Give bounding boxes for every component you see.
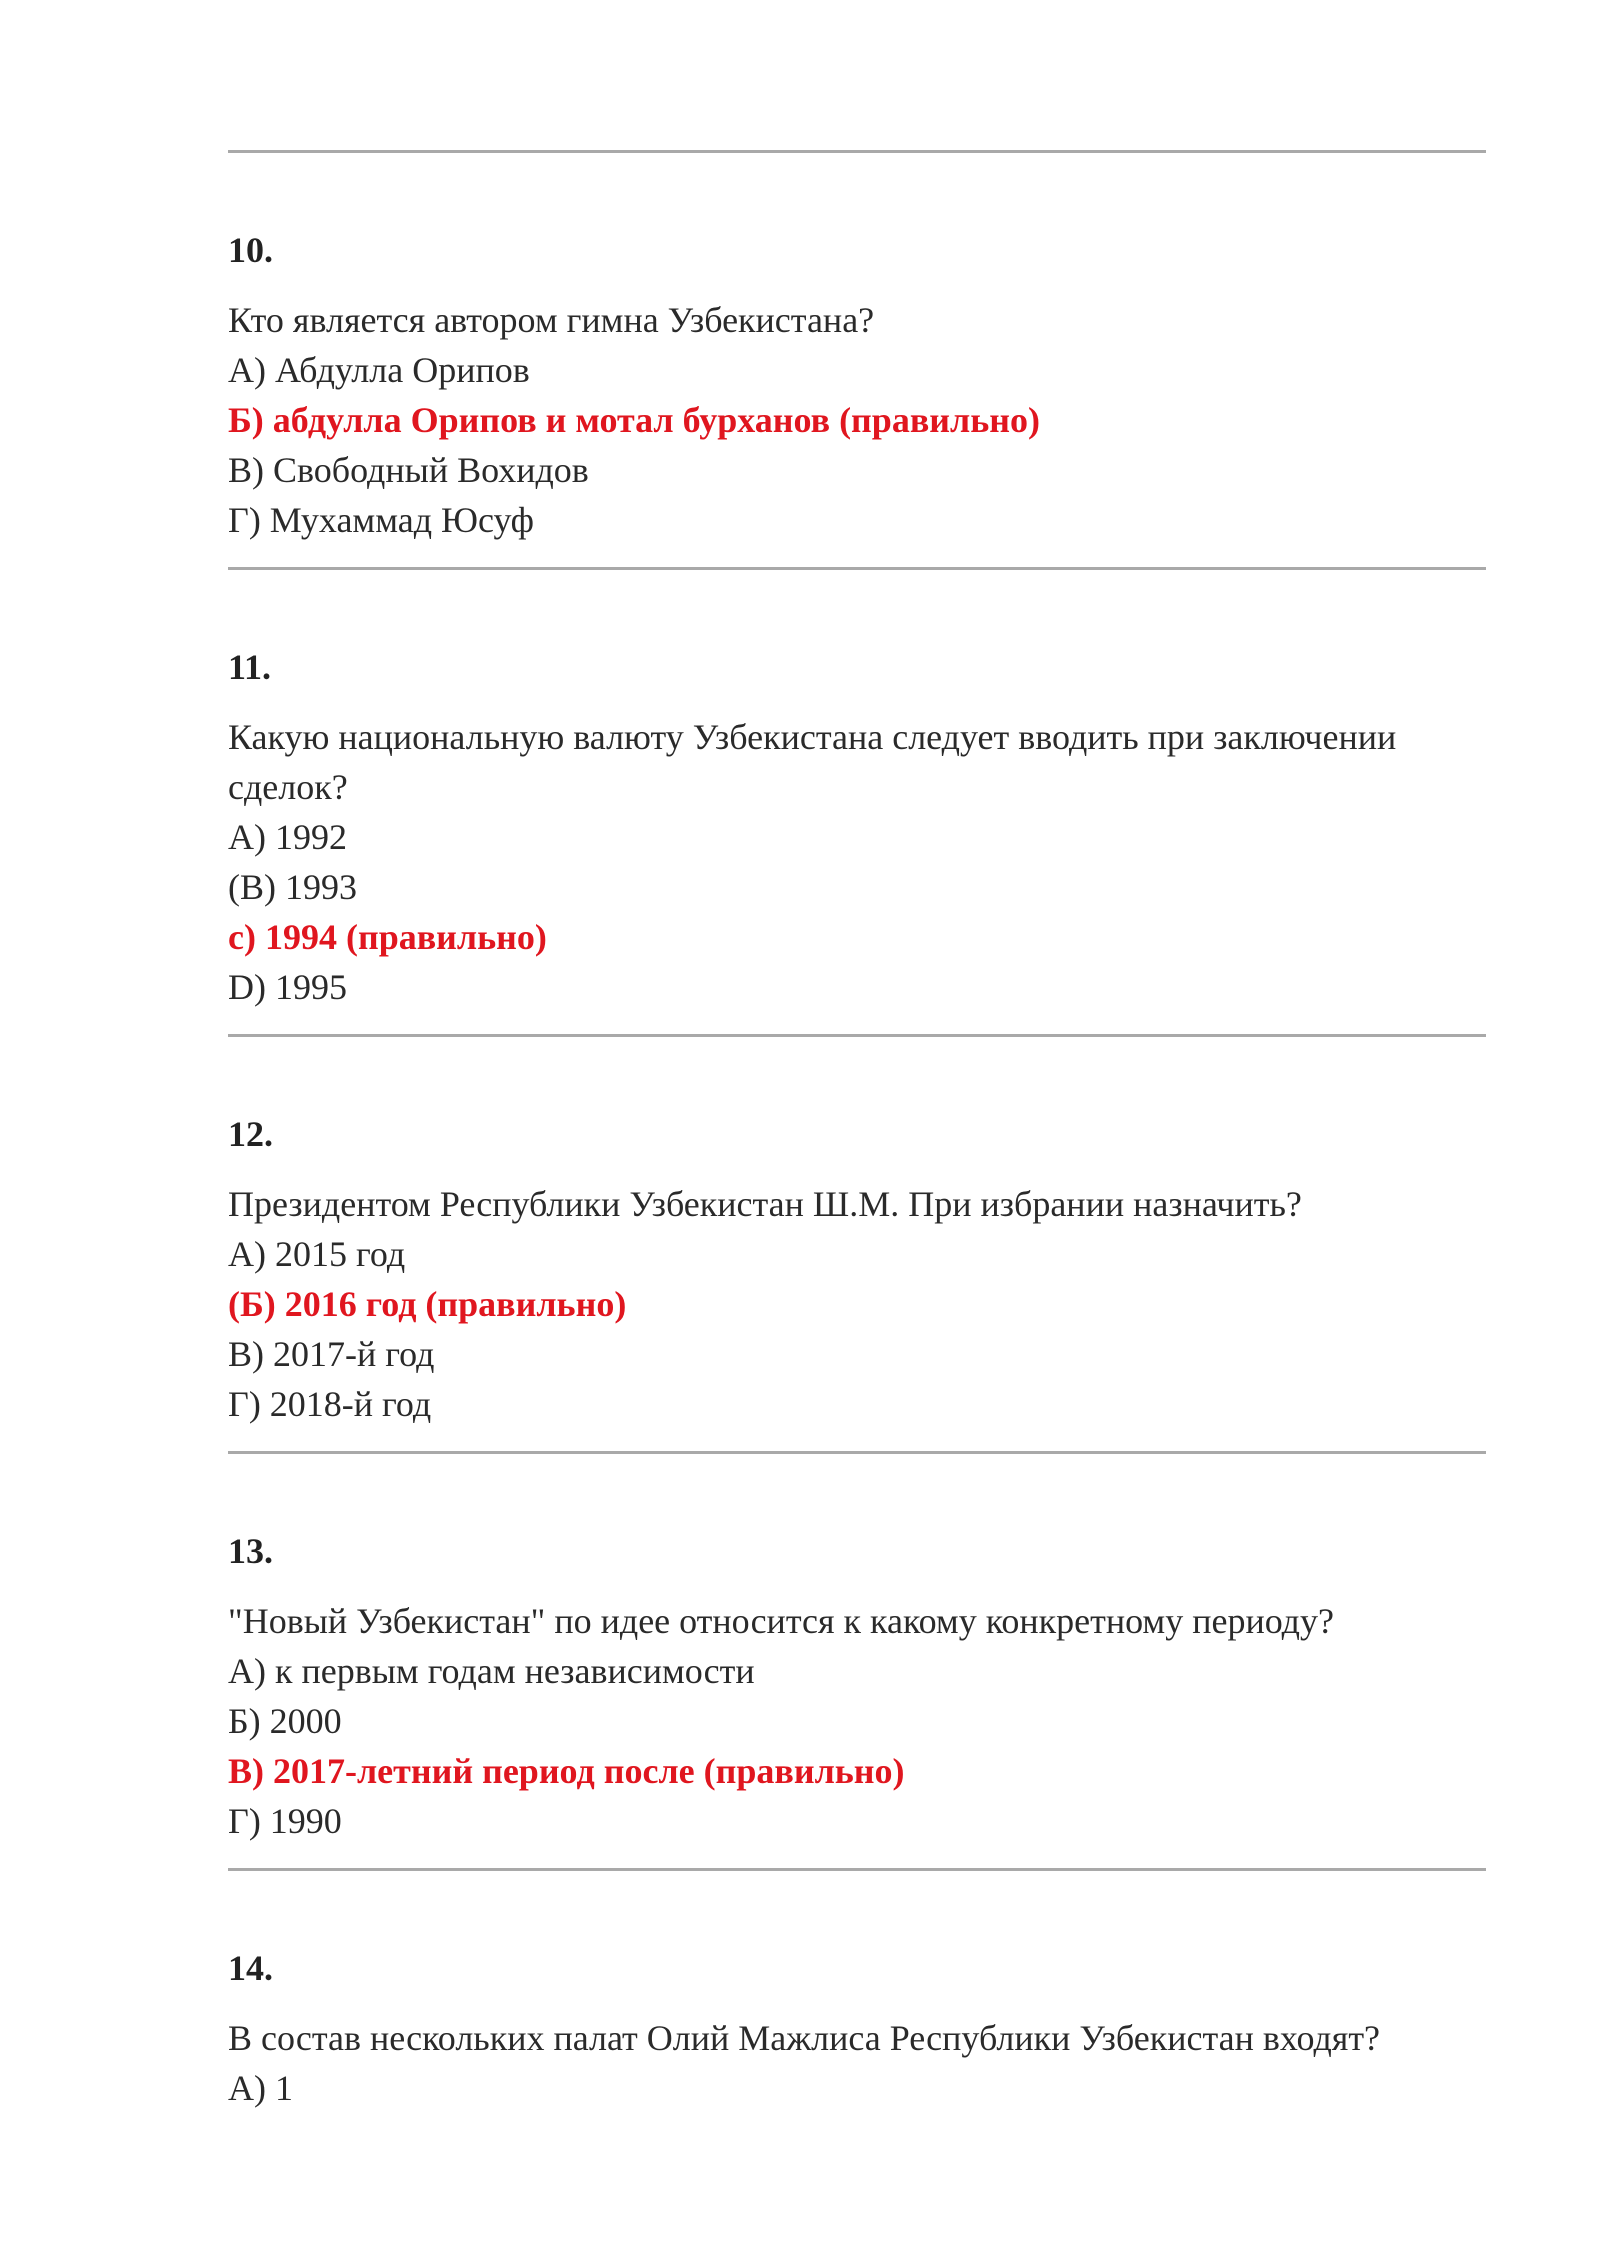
- question-10: [228, 153, 1486, 567]
- answer-option: Г) 2018-й год: [228, 1384, 432, 1424]
- question-text: В состав нескольких палат Олий Мажлиса Республики Узбекистан входят?: [228, 2018, 1381, 2058]
- question-text: "Новый Узбекистан" по идее относится к какому конкретному периоду?: [228, 1601, 1334, 1641]
- question-14: [228, 1871, 1486, 2135]
- question-number: 14.: [228, 1948, 273, 1988]
- answer-option: (В) 1993: [228, 867, 357, 907]
- question-text: Какую национальную валюту Узбекистана следует вводить при заключении сделок?: [228, 717, 1397, 807]
- answer-option: А) 1: [228, 2068, 293, 2108]
- answer-option: А) 2015 год: [228, 1234, 406, 1274]
- answer-option: Г) 1990: [228, 1801, 342, 1841]
- question-13: [228, 1454, 1486, 1868]
- answer-option-correct: В) 2017-летний период после (правильно): [228, 1751, 905, 1791]
- answer-option: А) Абдулла Орипов: [228, 350, 530, 390]
- answer-option: В) Свободный Вохидов: [228, 450, 589, 490]
- question-number: 12.: [228, 1114, 273, 1154]
- question-number: 11.: [228, 647, 272, 687]
- question-number: 13.: [228, 1531, 273, 1571]
- question-text: Президентом Республики Узбекистан Ш.М. При избрании назначить?: [228, 1184, 1302, 1224]
- answer-option-correct: (Б) 2016 год (правильно): [228, 1284, 627, 1324]
- answer-option-correct: с) 1994 (правильно): [228, 917, 547, 957]
- question-11: [228, 570, 1486, 1034]
- answer-option: А) 1992: [228, 817, 347, 857]
- answer-option-correct: Б) абдулла Орипов и мотал бурханов (правильно): [228, 400, 1040, 440]
- answer-option: А) к первым годам независимости: [228, 1651, 755, 1691]
- answer-option: Г) Мухаммад Юсуф: [228, 500, 534, 540]
- answer-option: В) 2017-й год: [228, 1334, 435, 1374]
- document-page: [228, 150, 1486, 2135]
- question-number: 10.: [228, 230, 273, 270]
- answer-option: Б) 2000: [228, 1701, 342, 1741]
- answer-option: D) 1995: [228, 967, 347, 1007]
- question-text: Кто является автором гимна Узбекистана?: [228, 300, 875, 340]
- question-12: [228, 1037, 1486, 1451]
